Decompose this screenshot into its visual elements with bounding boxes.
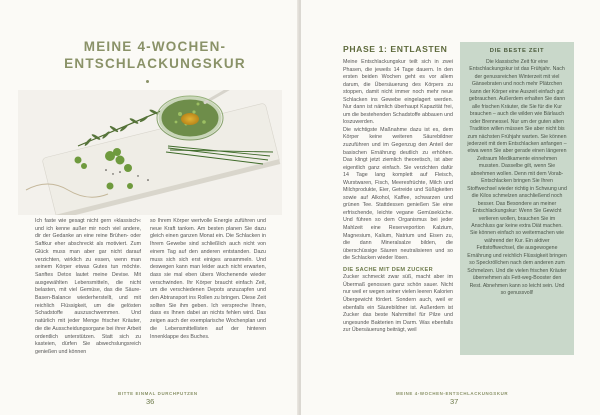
left-column-text	[35, 218, 141, 357]
body-text: so Ihrem Körper wertvolle Energie zuführen und neue Kraft tanken. Am besten planen Sie dazu gleich einen ganzen Monat ein. Die Schlacken in Ihrem Gewebe sind schließlich auch nicht von einem Tag auf den anderen entstanden. Dazu muss sich sich erst einiges ansammeln. Und deswegen kann man leider auch nicht erwarten, dass sie mal eben übers Wochenende wieder verschwinden. Ihr Körper braucht einfach Zeit, um die verschiedenen Depots anzuzapfen und den Abtransport ins Rollen zu bringen. Diese Zeit sollten Sie ihm geben. Ich verspreche Ihnen, dass es Ihnen dabei an nichts fehlen wird. Das zeigen auch der exemplarische Wochenplan und die Lebensmittellisten auf der hinteren Innenklappe des Buches.	[150, 218, 266, 340]
paragraph-1: Meine Entschlackungskur teilt sich in zwei Phasen, die jeweils 14 Tage dauern. In den ersten beiden Wochen geht es vor allem darum, die Übersäuerung des Körpers zu stoppen, damit nicht immer noch mehr neue Schlacken ins Gewebe eingelagert werden. Nur dann ist nämlich überhaupt Kapazität frei, um die bestehenden Schadstoffe abbauen und loszuwerden.	[343, 59, 453, 126]
right-column-text	[150, 218, 266, 341]
right-body-text	[343, 59, 453, 335]
paragraph-2: Die wichtigste Maßnahme dazu ist es, dem Körper keine weiteren Säurebildner zuzuführen und im Gegenzug den Anteil der basischen Ernährung deutlich zu erhöhen. Das klingt jetzt ziemlich theoretisch, ist aber eigentlich ganz einfach. Sie verzichten dafür 14 Tage lang komplett auf Fleisch, Wurstwaren, Fisch, Meeresfrüchte, Milch und Milchprodukte, Eier, Getreide und Süßigkeiten sowie auf Alkohol, Kaffee, schwarzen und grünen Tee. Stattdessen genießen Sie eine erfrischende, leichte vegane Gemüseküche. Und führen so dem Organismus bei jeder Mahlzeit eine Reserveportion Kalzium, Magnesium, Kalium, Natrium und Eisen zu, die dann Mineralsalze bilden, die überschüssige Säuren neutralisieren und so die Schlacken wieder lösen.	[343, 126, 453, 262]
body-text: Ich faste wie gesagt nicht gern »klassisch« und ich kenne außer mir noch viel andere, dir der Gedanke an eine reine Brühen- oder Saftkur eher abschreckt als motiviert. Zum Glück muss man aber gar nicht darauf verzichten, wirklich zu essen, wenn man seinem Körper etwas Gutes tun möchte. Sanftes Detox lautet meine Devise. Mit ausgewählten Lebensmitteln, die nicht belasten, mit viel Gemüse, das die Säure-Basen-Balance wiederherstellt, und mit reichlich Flüssigkeit, um die gelösten Schadstoffe auszuschwemmen. Und natürlich mit jeder Menge frischer Kräuter, die die Ausscheidungsorgane bei ihrer Arbeit ordentlich unterstützen. Statt sich zu kasteien, dürfen Sie abwechslungsreich genießen und können	[35, 218, 141, 355]
right-page-number: 37	[450, 397, 459, 406]
title-ornament	[146, 80, 149, 83]
info-box-text	[467, 59, 567, 298]
left-footer: BITTE EINMAL DURCHPUTZEN	[118, 391, 198, 396]
right-footer: MEINE 4-WOCHEN-ENTSCHLACKUNGSKUR	[396, 391, 509, 396]
paragraph-3: Zucker schmeckt zwar süß, macht aber im Übermaß genossen ganz schön sauer. Nicht nur weil er wegen seiner vielen leeren Kalorien Übergewicht fördert. Sondern auch, weil er ebenfalls ein Säurebildner ist. Außerdem ist Zucker das beste Nahrmittel für Pilze und ungesunde Bakterien im Darm. Was ebenfalls zur Übersäuerung beiträgt, weil	[343, 274, 453, 334]
subheading: DIE SACHE MIT DEM ZUCKER	[343, 266, 434, 273]
left-page-number: 36	[146, 397, 155, 406]
section-heading: PHASE 1: ENTLASTEN	[343, 44, 448, 54]
info-box	[460, 42, 574, 355]
info-box-title: DIE BESTE ZEIT	[489, 48, 545, 54]
info-box-paragraph: Die klassische Zeit für eine Entschlackungskur ist das Frühjahr. Nach der genussreichen Winterzeit mit viel Gänsebraten und noch mehr Plätzchen kann der Körper eine Auszeit einfach gut gebrauchen. Außerdem erhalten Sie dann alle frischen Kräuter, die Sie für die Kur brauchen – auch die wilden wie Bärlauch oder Brennessel. Nur um der guten alten Tradition willen müssen Sie aber nicht bis zum nächsten Frühjahr warten. Sie können jederzeit mit dem Entschlacken anfangen – etwa wenn Sie aber gerade einen längeren Zeitraum Medikamente einnehmen mussten. Dasselbe gilt, wenn Sie abnehmen wollen. Denn mit dem Vorab-Entschlacken bringen Sie Ihren Stoffwechsel wieder richtig in Schwung und die Kilos schmelzen anschließend noch besser. Das Besondere an meiner Entschlackungskur: Wenn Sie Gewicht verlieren wollen, brauchen Sie im Anschluss gar keine extra Diät machen. Sie können einfach so weitermachen wie während der Kur. Ein aktiver Fettstoffwechsel, die ausgewogene Ernährung und reichlich Flüssigkeit bringen so Speckröllchen nach dem anderen zum Schmelzen. Und die vielen frischen Kräuter übernehmen als Fett-weg-Booster den Rest. Abnehmen kann so leicht sein. Und so genussvoll!	[467, 59, 567, 297]
page-title: MEINE 4-WOCHEN-ENTSCHLACKUNGSKUR	[64, 39, 246, 71]
herb-oil-photo	[18, 90, 282, 215]
